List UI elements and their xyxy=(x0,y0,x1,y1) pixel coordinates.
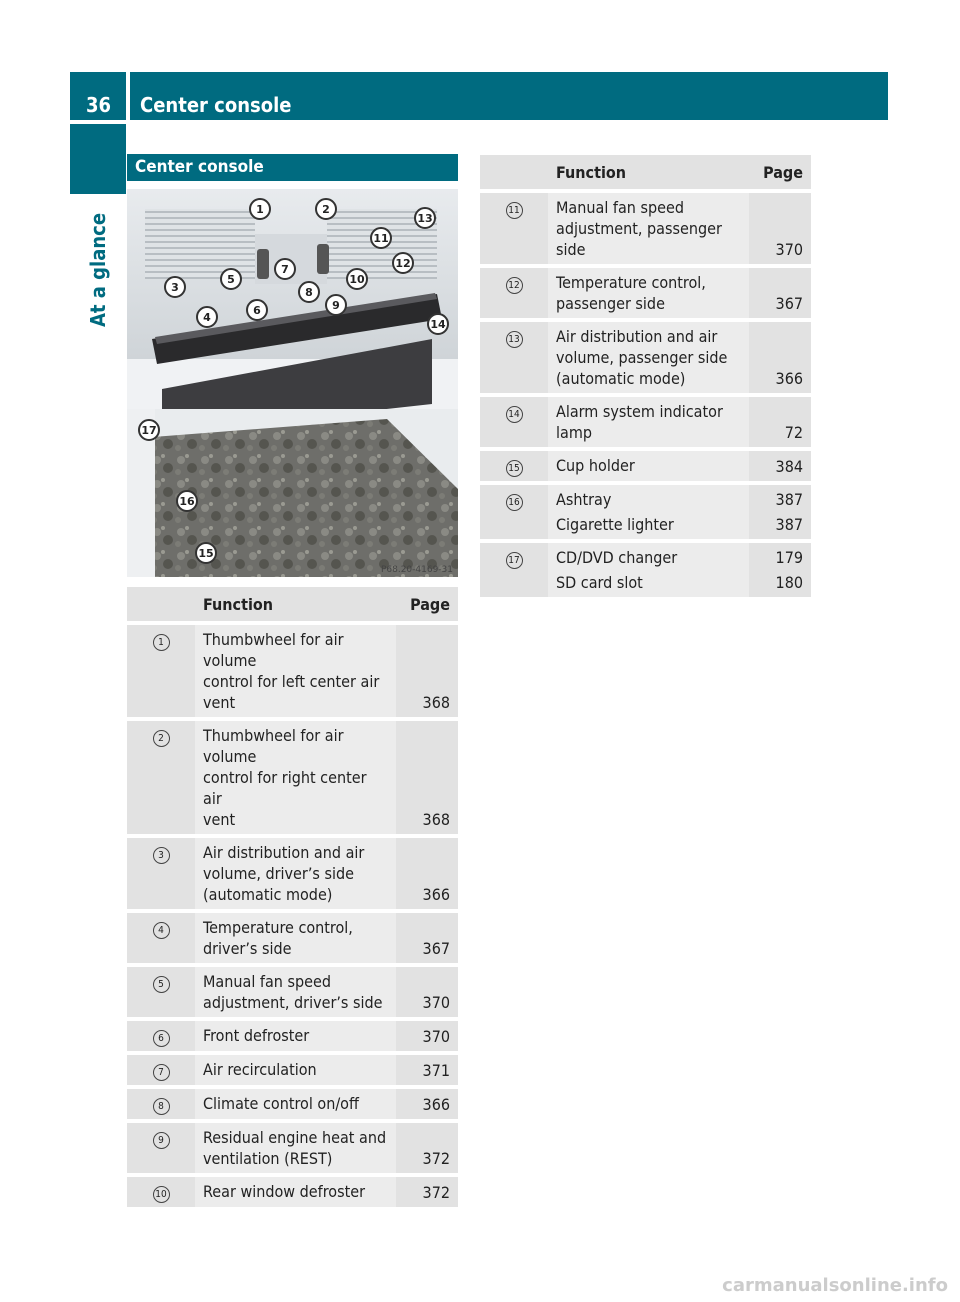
page-number: 36 xyxy=(70,72,126,120)
page-cell xyxy=(396,1089,458,1119)
col-function: Function xyxy=(548,155,749,189)
function-table-right xyxy=(480,151,811,601)
table-row xyxy=(480,485,811,539)
svg-text:10: 10 xyxy=(349,273,365,286)
function-text: Alarm system indicator xyxy=(556,402,723,421)
table-row xyxy=(127,1089,458,1119)
function-cell xyxy=(548,193,749,264)
function-cell xyxy=(195,625,396,717)
function-cell xyxy=(195,838,396,909)
callout-12 xyxy=(393,253,413,273)
function-cell xyxy=(195,1089,396,1119)
function-text: ventilation (REST) xyxy=(203,1149,333,1168)
page-cell xyxy=(749,322,811,393)
svg-text:8: 8 xyxy=(305,286,313,299)
page-ref[interactable]: 179 xyxy=(775,548,803,567)
page-ref[interactable]: 372 xyxy=(422,1183,450,1202)
function-text: Cigarette lighter xyxy=(556,515,674,534)
function-text: Temperature control, xyxy=(556,273,706,292)
item-number: 6 xyxy=(153,1030,170,1047)
page-ref[interactable]: 180 xyxy=(775,573,803,592)
function-cell xyxy=(548,485,749,539)
page-ref[interactable]: 72 xyxy=(784,423,803,442)
function-text: driver’s side xyxy=(203,939,292,958)
svg-text:2: 2 xyxy=(322,203,330,216)
function-cell xyxy=(548,322,749,393)
function-text: Rear window defroster xyxy=(203,1182,365,1201)
item-number: 8 xyxy=(153,1098,170,1115)
item-number: 16 xyxy=(506,494,523,511)
item-number: 4 xyxy=(153,922,170,939)
function-cell xyxy=(195,1021,396,1051)
item-number: 2 xyxy=(153,730,170,747)
function-text: Air recirculation xyxy=(203,1060,317,1079)
callout-6 xyxy=(247,300,267,320)
chapter-tab xyxy=(70,124,126,194)
callout-3 xyxy=(165,277,185,297)
table-row xyxy=(480,397,811,447)
center-console-photo xyxy=(127,189,458,577)
item-number: 9 xyxy=(153,1132,170,1149)
svg-text:16: 16 xyxy=(179,495,195,508)
page-ref[interactable]: 368 xyxy=(422,693,450,712)
table-row xyxy=(480,268,811,318)
function-text: Thumbwheel for air volume xyxy=(203,630,344,670)
function-text: control for left center air xyxy=(203,672,380,691)
page-cell xyxy=(396,1055,458,1085)
callout-8 xyxy=(299,282,319,302)
page-cell xyxy=(396,967,458,1017)
page-cell xyxy=(749,451,811,481)
function-cell xyxy=(548,268,749,318)
page-ref[interactable]: 370 xyxy=(775,240,803,259)
table-row xyxy=(127,625,458,717)
table-row xyxy=(127,1021,458,1051)
page-cell xyxy=(396,1123,458,1173)
col-function: Function xyxy=(195,587,396,621)
table-row xyxy=(480,193,811,264)
function-cell xyxy=(548,543,749,597)
function-text: (automatic mode) xyxy=(556,369,686,388)
function-cell xyxy=(548,397,749,447)
page-ref[interactable]: 366 xyxy=(422,1095,450,1114)
page-ref[interactable]: 371 xyxy=(422,1061,450,1080)
page-cell xyxy=(396,1177,458,1207)
callout-10 xyxy=(347,269,367,289)
item-number: 17 xyxy=(506,552,523,569)
photo-code: P68.20-4169-31 xyxy=(380,565,453,575)
function-text: Air distribution and air xyxy=(556,327,718,346)
callout-14 xyxy=(428,314,448,334)
function-cell xyxy=(195,721,396,834)
page-cell xyxy=(396,838,458,909)
function-text: adjustment, driver’s side xyxy=(203,993,383,1012)
col-page: Page xyxy=(749,155,811,189)
page-ref[interactable]: 367 xyxy=(775,294,803,313)
page-cell xyxy=(396,721,458,834)
callout-16 xyxy=(177,491,197,511)
item-number: 10 xyxy=(153,1186,170,1203)
table-header xyxy=(127,587,458,621)
item-number: 13 xyxy=(506,331,523,348)
function-text: passenger side xyxy=(556,294,665,313)
watermark: carmanualsonline.info xyxy=(722,1275,948,1296)
page-cell xyxy=(396,1021,458,1051)
item-number: 7 xyxy=(153,1064,170,1081)
item-number: 1 xyxy=(153,634,170,651)
chapter-label xyxy=(70,200,126,340)
svg-text:13: 13 xyxy=(417,212,433,225)
table-row xyxy=(127,838,458,909)
function-text: Air distribution and air xyxy=(203,843,365,862)
function-text: vent xyxy=(203,693,236,712)
table-row xyxy=(480,543,811,597)
function-cell xyxy=(195,913,396,963)
table-row xyxy=(127,913,458,963)
function-text: SD card slot xyxy=(556,573,643,592)
section-title: Center console xyxy=(127,154,458,181)
table-row xyxy=(127,721,458,834)
callout-13 xyxy=(415,208,435,228)
callout-2 xyxy=(316,199,336,219)
svg-text:15: 15 xyxy=(198,547,214,560)
item-number: 14 xyxy=(506,406,523,423)
page-ref[interactable]: 387 xyxy=(775,515,803,534)
callout-5 xyxy=(221,269,241,289)
page-ref[interactable]: 370 xyxy=(422,1027,450,1046)
function-text: Temperature control, xyxy=(203,918,353,937)
item-number: 12 xyxy=(506,277,523,294)
svg-text:4: 4 xyxy=(203,311,211,324)
chapter-label-text: At a glance xyxy=(86,212,110,328)
function-text: volume, passenger side xyxy=(556,348,728,367)
callout-17 xyxy=(139,420,159,440)
page-cell xyxy=(749,485,811,539)
function-cell xyxy=(548,451,749,481)
callout-15 xyxy=(196,543,216,563)
callout-1 xyxy=(250,199,270,219)
function-text: Climate control on/off xyxy=(203,1094,359,1113)
item-number: 3 xyxy=(153,847,170,864)
function-text: Cup holder xyxy=(556,456,635,475)
table-row xyxy=(480,451,811,481)
function-text: adjustment, passenger side xyxy=(556,219,722,259)
function-text: Thumbwheel for air volume xyxy=(203,726,344,766)
svg-text:6: 6 xyxy=(253,304,261,317)
page-cell xyxy=(396,913,458,963)
svg-text:3: 3 xyxy=(171,281,179,294)
function-text: (automatic mode) xyxy=(203,885,333,904)
page-ref[interactable]: 367 xyxy=(422,939,450,958)
function-cell xyxy=(195,1055,396,1085)
function-table-left xyxy=(127,583,458,1211)
table-row xyxy=(127,1055,458,1085)
function-cell xyxy=(195,1123,396,1173)
page-cell xyxy=(749,268,811,318)
col-page: Page xyxy=(396,587,458,621)
callout-7 xyxy=(275,259,295,279)
function-text: lamp xyxy=(556,423,592,442)
function-text: Manual fan speed xyxy=(556,198,684,217)
page-cell xyxy=(749,397,811,447)
function-text: control for right center air xyxy=(203,768,367,808)
page-cell xyxy=(749,543,811,597)
svg-text:11: 11 xyxy=(373,232,389,245)
item-number: 15 xyxy=(506,460,523,477)
page-ref[interactable]: 368 xyxy=(422,810,450,829)
function-cell xyxy=(195,967,396,1017)
svg-text:1: 1 xyxy=(256,203,264,216)
callout-11 xyxy=(371,228,391,248)
page-ref[interactable]: 370 xyxy=(422,993,450,1012)
svg-text:5: 5 xyxy=(227,273,235,286)
callout-9 xyxy=(326,295,346,315)
svg-text:12: 12 xyxy=(395,257,411,270)
function-text: Manual fan speed xyxy=(203,972,331,991)
svg-text:17: 17 xyxy=(141,424,157,437)
page-title: Center console xyxy=(130,72,888,120)
page-cell xyxy=(749,193,811,264)
svg-text:7: 7 xyxy=(281,263,289,276)
table-row xyxy=(127,1123,458,1173)
page-ref[interactable]: 384 xyxy=(775,457,803,476)
page-ref[interactable]: 366 xyxy=(775,369,803,388)
function-text: Ashtray xyxy=(556,490,612,509)
callout-4 xyxy=(197,307,217,327)
function-text: Front defroster xyxy=(203,1026,310,1045)
svg-text:14: 14 xyxy=(430,318,446,331)
function-text: vent xyxy=(203,810,236,829)
function-cell xyxy=(195,1177,396,1207)
function-text: volume, driver’s side xyxy=(203,864,354,883)
svg-text:9: 9 xyxy=(332,299,340,312)
page-ref[interactable]: 372 xyxy=(422,1149,450,1168)
item-number: 11 xyxy=(506,202,523,219)
table-header xyxy=(480,155,811,189)
function-text: CD/DVD changer xyxy=(556,548,678,567)
item-number: 5 xyxy=(153,976,170,993)
page-ref[interactable]: 366 xyxy=(422,885,450,904)
table-row xyxy=(127,1177,458,1207)
page-ref[interactable]: 387 xyxy=(775,490,803,509)
page-cell xyxy=(396,625,458,717)
table-row xyxy=(480,322,811,393)
table-row xyxy=(127,967,458,1017)
function-text: Residual engine heat and xyxy=(203,1128,387,1147)
